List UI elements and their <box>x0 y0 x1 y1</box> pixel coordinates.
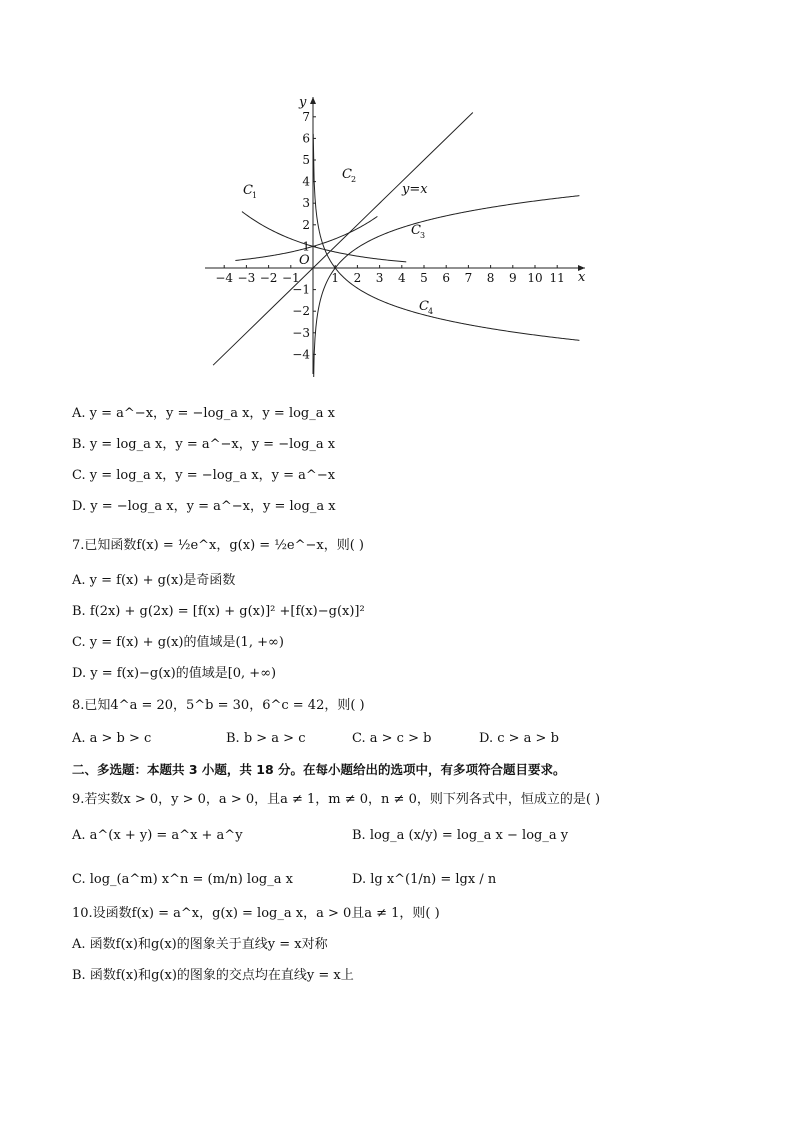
x-tick-label: 8 <box>486 271 495 285</box>
x-tick-label: 6 <box>442 271 451 285</box>
q8-option-a[interactable]: A. a > b > c <box>72 731 152 746</box>
x-tick-label: −2 <box>259 271 278 285</box>
label-c2: C <box>342 167 352 182</box>
q8-option-c[interactable]: C. a > c > b <box>352 731 432 746</box>
q9-option-b[interactable]: B. log_a (x/y) = log_a x − log_a y <box>352 828 569 843</box>
q9-option-c[interactable]: C. log_(a^m) x^n = (m/n) log_a x <box>72 872 293 887</box>
y-tick-label: −1 <box>292 282 310 297</box>
y-tick-label: 1 <box>302 239 310 254</box>
label-c4-sub: 4 <box>428 307 434 316</box>
q9-stem: 9.若实数x > 0，y > 0，a > 0，且a ≠ 1，m ≠ 0，n ≠ 0，则下列各式中，恒成立的是( ) <box>72 792 601 807</box>
line-y-eq-x <box>213 109 473 365</box>
y-tick-label: 3 <box>302 196 310 211</box>
y-tick-label: 4 <box>302 174 310 189</box>
q7-stem: 7.已知函数f(x) = ½e^x，g(x) = ½e^−x，则( ) <box>72 538 365 553</box>
label-c2-sub: 2 <box>351 175 357 184</box>
q10-option-b[interactable]: B. 函数f(x)和g(x)的图象的交点均在直线y = x上 <box>72 968 354 983</box>
q6-option-c[interactable]: C. y = log_a x，y = −log_a x，y = a^−x <box>72 468 336 483</box>
q7-option-c[interactable]: C. y = f(x) + g(x)的值域是(1, +∞) <box>72 635 284 650</box>
y-tick-label: −4 <box>292 347 310 362</box>
x-tick-label: 11 <box>549 271 565 285</box>
y-tick-label: 5 <box>302 153 310 167</box>
x-tick-label: 5 <box>420 271 428 285</box>
x-tick-label: −1 <box>281 271 300 285</box>
q9-option-a[interactable]: A. a^(x + y) = a^x + a^y <box>72 828 243 843</box>
q8-stem: 8.已知4^a = 20，5^b = 30，6^c = 42，则( ) <box>72 698 365 713</box>
label-c3-sub: 3 <box>420 231 426 240</box>
q8-option-d[interactable]: D. c > a > b <box>479 731 559 746</box>
q6-option-d[interactable]: D. y = −log_a x，y = a^−x，y = log_a x <box>72 499 336 514</box>
x-tick-label: 10 <box>527 271 543 285</box>
q7-option-d[interactable]: D. y = f(x)−g(x)的值域是[0, +∞) <box>72 666 277 681</box>
q7-option-a[interactable]: A. y = f(x) + g(x)是奇函数 <box>72 573 236 588</box>
y-axis-name: y <box>299 95 307 110</box>
q7-option-b[interactable]: B. f(2x) + g(2x) = [f(x) + g(x)]² +[f(x)−g(x)]² <box>72 604 365 619</box>
curve-c3 <box>313 196 579 377</box>
q8-option-b[interactable]: B. b > a > c <box>226 731 306 746</box>
q6-option-b[interactable]: B. y = log_a x，y = a^−x，y = −log_a x <box>72 437 336 452</box>
y-tick-label: −2 <box>292 304 310 319</box>
x-tick-label: −4 <box>215 271 234 285</box>
curves <box>213 109 579 377</box>
x-axis-name: x <box>578 270 586 285</box>
x-tick-label: 1 <box>331 271 340 285</box>
y-tick-label: 7 <box>302 109 310 124</box>
y-tick-label: 2 <box>302 217 310 232</box>
x-tick-label: 3 <box>375 271 384 285</box>
section-2-header: 二、多选题：本题共 3 小题，共 18 分。在每小题给出的选项中，有多项符合题目要求。 <box>72 762 566 777</box>
x-tick-label: 4 <box>397 271 406 285</box>
label-c3: C <box>411 223 421 238</box>
q10-option-a[interactable]: A. 函数f(x)和g(x)的图象关于直线y = x对称 <box>72 937 328 952</box>
curve-c4 <box>313 134 579 340</box>
label-c1-sub: 1 <box>252 191 258 200</box>
q9-option-d[interactable]: D. lg x^(1/n) = lgx / n <box>352 872 497 887</box>
y-tick-label: 6 <box>302 131 310 146</box>
q6-option-a[interactable]: A. y = a^−x，y = −log_a x，y = log_a x <box>72 406 335 421</box>
x-tick-label: −3 <box>237 271 256 285</box>
label-c4: C <box>419 299 429 314</box>
label-y-eq-x: y=x <box>402 182 428 197</box>
curve-c1 <box>242 212 406 262</box>
origin-label: O <box>299 253 310 268</box>
label-c1: C <box>243 183 253 198</box>
y-axis-arrow <box>310 97 316 104</box>
x-tick-label: 2 <box>353 271 362 285</box>
x-tick-label: 9 <box>508 271 517 285</box>
x-tick-label: 7 <box>464 271 473 285</box>
axes <box>205 97 585 374</box>
y-tick-label: −3 <box>292 325 310 340</box>
function-graph <box>200 92 600 377</box>
q10-stem: 10.设函数f(x) = a^x，g(x) = log_a x，a > 0且a ≠ 1，则( ) <box>72 906 440 921</box>
